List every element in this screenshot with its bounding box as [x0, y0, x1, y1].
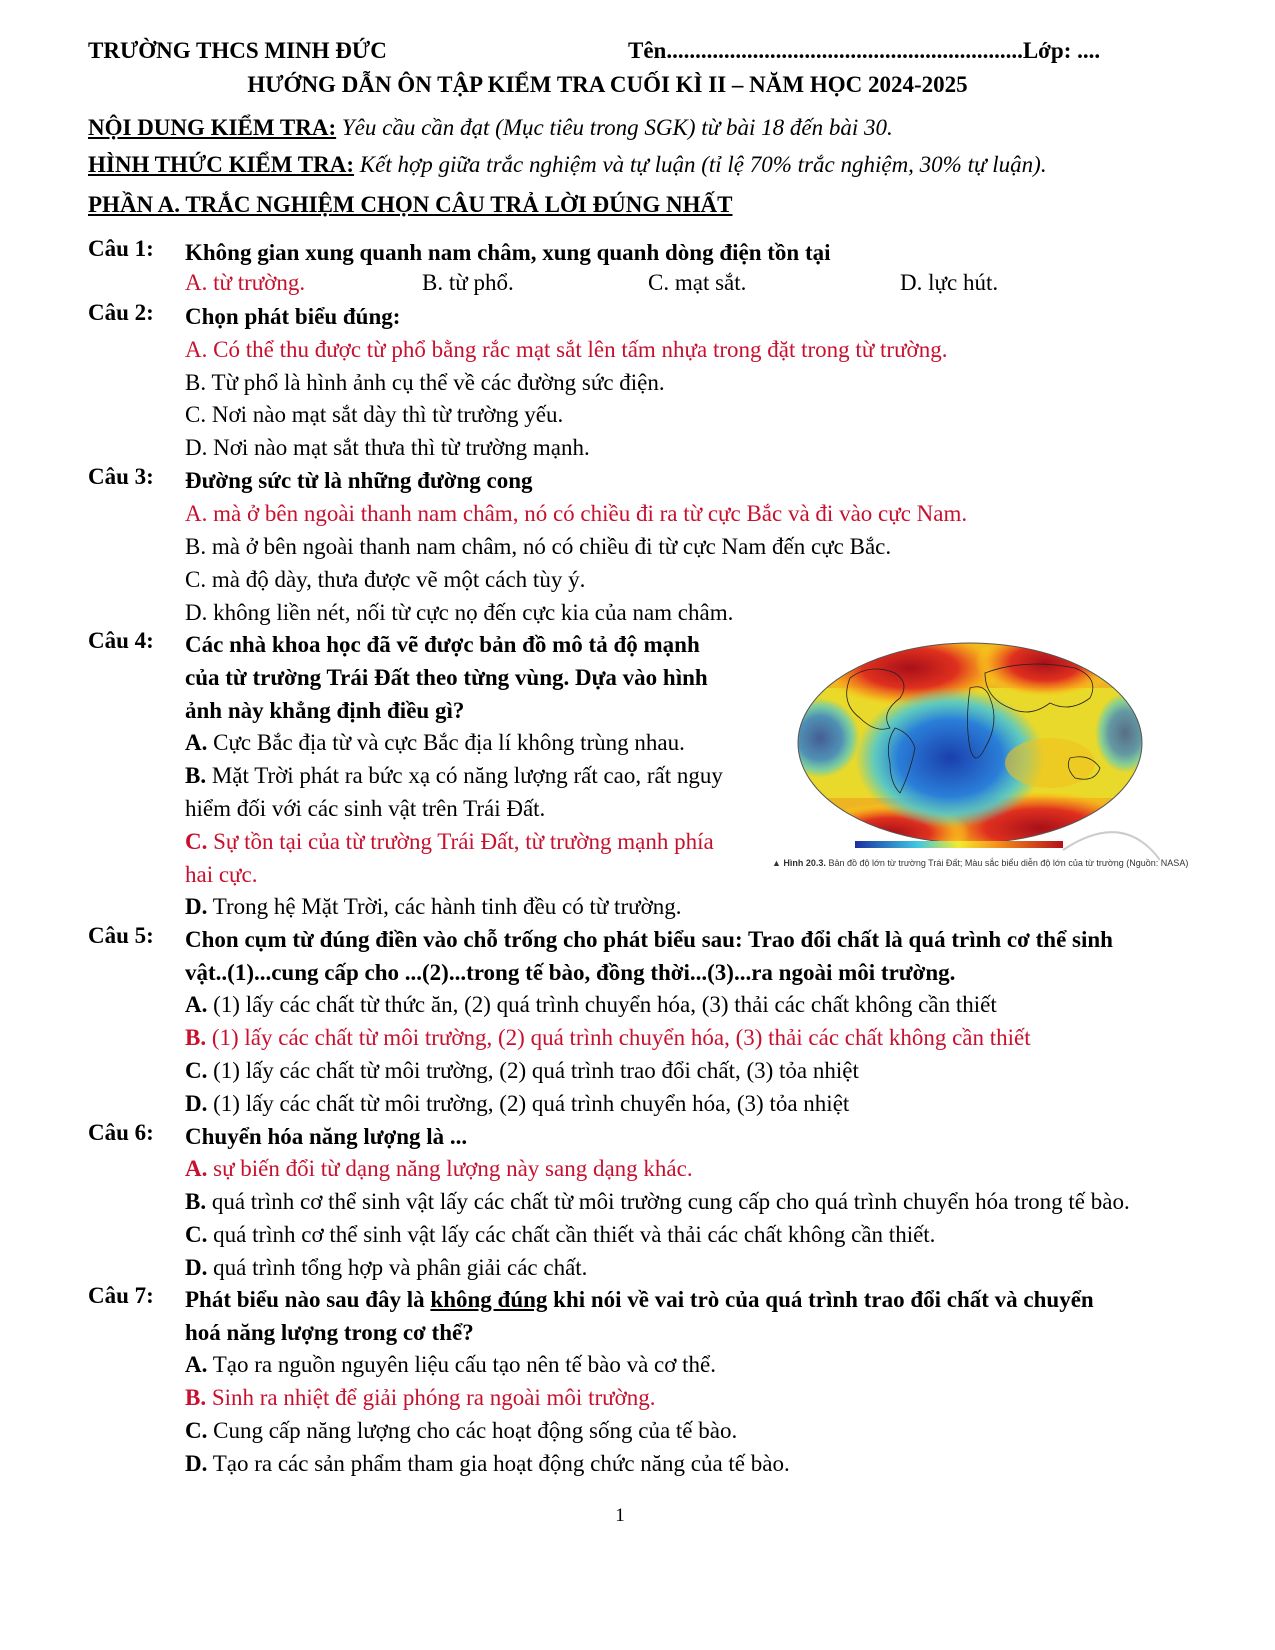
- earth-magnetic-field-map: [780, 628, 1160, 883]
- option-a: A. Tạo ra nguồn nguyên liệu cấu tạo nên tế bào và cơ thể.: [185, 1352, 717, 1377]
- question-stem-line-1: Phát biểu nào sau đây là không đúng khi nói về vai trò của quá trình trao đổi chất và chuyển: [185, 1287, 1094, 1312]
- question-number: Câu 3:: [88, 464, 154, 489]
- option-a: A. Có thể thu được từ phổ bằng rắc mạt sắt lên tấm nhựa trong đặt trong từ trường.: [185, 337, 948, 362]
- option-b-continued: hiểm đối với các sinh vật trên Trái Đất.: [185, 796, 546, 821]
- option-a: A. mà ở bên ngoài thanh nam châm, nó có chiều đi ra từ cực Bắc và đi vào cực Nam.: [185, 501, 968, 526]
- section-a-heading: PHẦN A. TRẮC NGHIỆM CHỌN CÂU TRẢ LỜI ĐÚNG NHẤT: [88, 192, 733, 217]
- option-d: D. Trong hệ Mặt Trời, các hành tinh đều có từ trường.: [185, 894, 682, 919]
- page-number: 1: [615, 1505, 625, 1526]
- option-a: A. từ trường.: [185, 270, 306, 295]
- option-c-continued: hai cực.: [185, 862, 258, 887]
- option-d: D. Nơi nào mạt sắt thưa thì từ trường mạnh.: [185, 435, 590, 460]
- content-value: Yêu cầu cần đạt (Mục tiêu trong SGK) từ bài 18 đến bài 30.: [341, 115, 893, 140]
- question-stem: Chuyển hóa năng lượng là ...: [185, 1124, 468, 1149]
- question-stem-line-1: Chon cụm từ đúng điền vào chỗ trống cho phát biểu sau: Trao đổi chất là quá trình cơ thể sinh: [185, 927, 1113, 952]
- question-stem-line-3: ảnh này khẳng định điều gì?: [185, 698, 465, 723]
- question-stem-line-2: vật..(1)...cung cấp cho ...(2)...trong tế bào, đồng thời...(3)...ra ngoài môi trường.: [185, 960, 956, 985]
- question-number: Câu 2:: [88, 300, 154, 325]
- form-line: [88, 152, 1208, 178]
- student-name-class-line: Tên..............................................................Lớp: ....: [628, 38, 1101, 63]
- option-b: B. quá trình cơ thể sinh vật lấy các chất từ môi trường cung cấp cho quá trình chuyển hóa trong tế bào.: [185, 1189, 1130, 1214]
- option-b: B. mà ở bên ngoài thanh nam châm, nó có chiều đi từ cực Nam đến cực Bắc.: [185, 534, 892, 559]
- option-a: A. (1) lấy các chất từ thức ăn, (2) quá trình chuyển hóa, (3) thải các chất không cần thiết: [185, 992, 997, 1017]
- form-label: HÌNH THỨC KIỂM TRA:: [88, 152, 355, 177]
- question-stem-line-1: Các nhà khoa học đã vẽ được bản đồ mô tả độ mạnh: [185, 632, 700, 657]
- emphasis-not-correct: không đúng: [430, 1287, 548, 1312]
- question-number: Câu 4:: [88, 628, 154, 653]
- option-b: B. Từ phổ là hình ảnh cụ thể về các đường sức điện.: [185, 370, 665, 395]
- document-title: HƯỚNG DẪN ÔN TẬP KIỂM TRA CUỐI KÌ II – NĂM HỌC 2024-2025: [247, 72, 968, 97]
- option-c: C. quá trình cơ thể sinh vật lấy các chất cần thiết và thải các chất không cần thiết.: [185, 1222, 936, 1247]
- question-stem: Không gian xung quanh nam châm, xung quanh dòng điện tồn tại: [185, 240, 831, 265]
- option-c: C. (1) lấy các chất từ môi trường, (2) quá trình trao đổi chất, (3) tỏa nhiệt: [185, 1058, 859, 1083]
- option-a: A. sự biến đổi từ dạng năng lượng này sang dạng khác.: [185, 1156, 693, 1181]
- option-d: D. quá trình tổng hợp và phân giải các chất.: [185, 1255, 588, 1280]
- option-d: D. Tạo ra các sản phẩm tham gia hoạt động chức năng của tế bào.: [185, 1451, 790, 1476]
- question-number: Câu 1:: [88, 236, 154, 261]
- option-c: C. mà độ dày, thưa được vẽ một cách tùy ý.: [185, 567, 586, 592]
- content-label: NỘI DUNG KIỂM TRA:: [88, 115, 337, 140]
- figure-caption: ▲ Hình 20.3. Bản đồ độ lớn từ trường Trái Đất; Màu sắc biểu diễn độ lớn của từ trường (Nguồn: NASA): [772, 858, 1189, 868]
- question-stem-line-2: hoá năng lượng trong cơ thể?: [185, 1320, 474, 1345]
- option-d: D. lực hút.: [900, 270, 999, 295]
- option-b: B. Sinh ra nhiệt để giải phóng ra ngoài môi trường.: [185, 1385, 656, 1410]
- question-number: Câu 6:: [88, 1120, 154, 1145]
- option-c: C. Nơi nào mạt sắt dày thì từ trường yếu.: [185, 402, 564, 427]
- option-c: C. Sự tồn tại của từ trường Trái Đất, từ trường mạnh phía: [185, 829, 714, 854]
- question-stem-line-2: của từ trường Trái Đất theo từng vùng. Dựa vào hình: [185, 665, 708, 690]
- option-b: B. Mặt Trời phát ra bức xạ có năng lượng rất cao, rất nguy: [185, 763, 723, 788]
- form-value: Kết hợp giữa trắc nghiệm và tự luận (tỉ lệ 70% trắc nghiệm, 30% tự luận).: [359, 152, 1047, 177]
- question-stem: Chọn phát biểu đúng:: [185, 304, 401, 329]
- option-a: A. Cực Bắc địa từ và cực Bắc địa lí không trùng nhau.: [185, 730, 685, 755]
- school-name: TRƯỜNG THCS MINH ĐỨC: [88, 38, 387, 63]
- option-b: B. từ phổ.: [422, 270, 514, 295]
- question-number: Câu 7:: [88, 1283, 154, 1308]
- option-d: D. không liền nét, nối từ cực nọ đến cực kia của nam châm.: [185, 600, 734, 625]
- option-b: B. (1) lấy các chất từ môi trường, (2) quá trình chuyển hóa, (3) thải các chất không cần thiết: [185, 1025, 1031, 1050]
- question-number: Câu 5:: [88, 923, 154, 948]
- content-line: [88, 115, 1208, 141]
- header-line: [88, 38, 1188, 72]
- question-stem: Đường sức từ là những đường cong: [185, 468, 533, 493]
- color-scale-bar: [855, 841, 1063, 848]
- option-d: D. (1) lấy các chất từ môi trường, (2) quá trình chuyển hóa, (3) tỏa nhiệt: [185, 1091, 850, 1116]
- option-c: C. Cung cấp năng lượng cho các hoạt động sống của tế bào.: [185, 1418, 738, 1443]
- option-c: C. mạt sắt.: [648, 270, 747, 295]
